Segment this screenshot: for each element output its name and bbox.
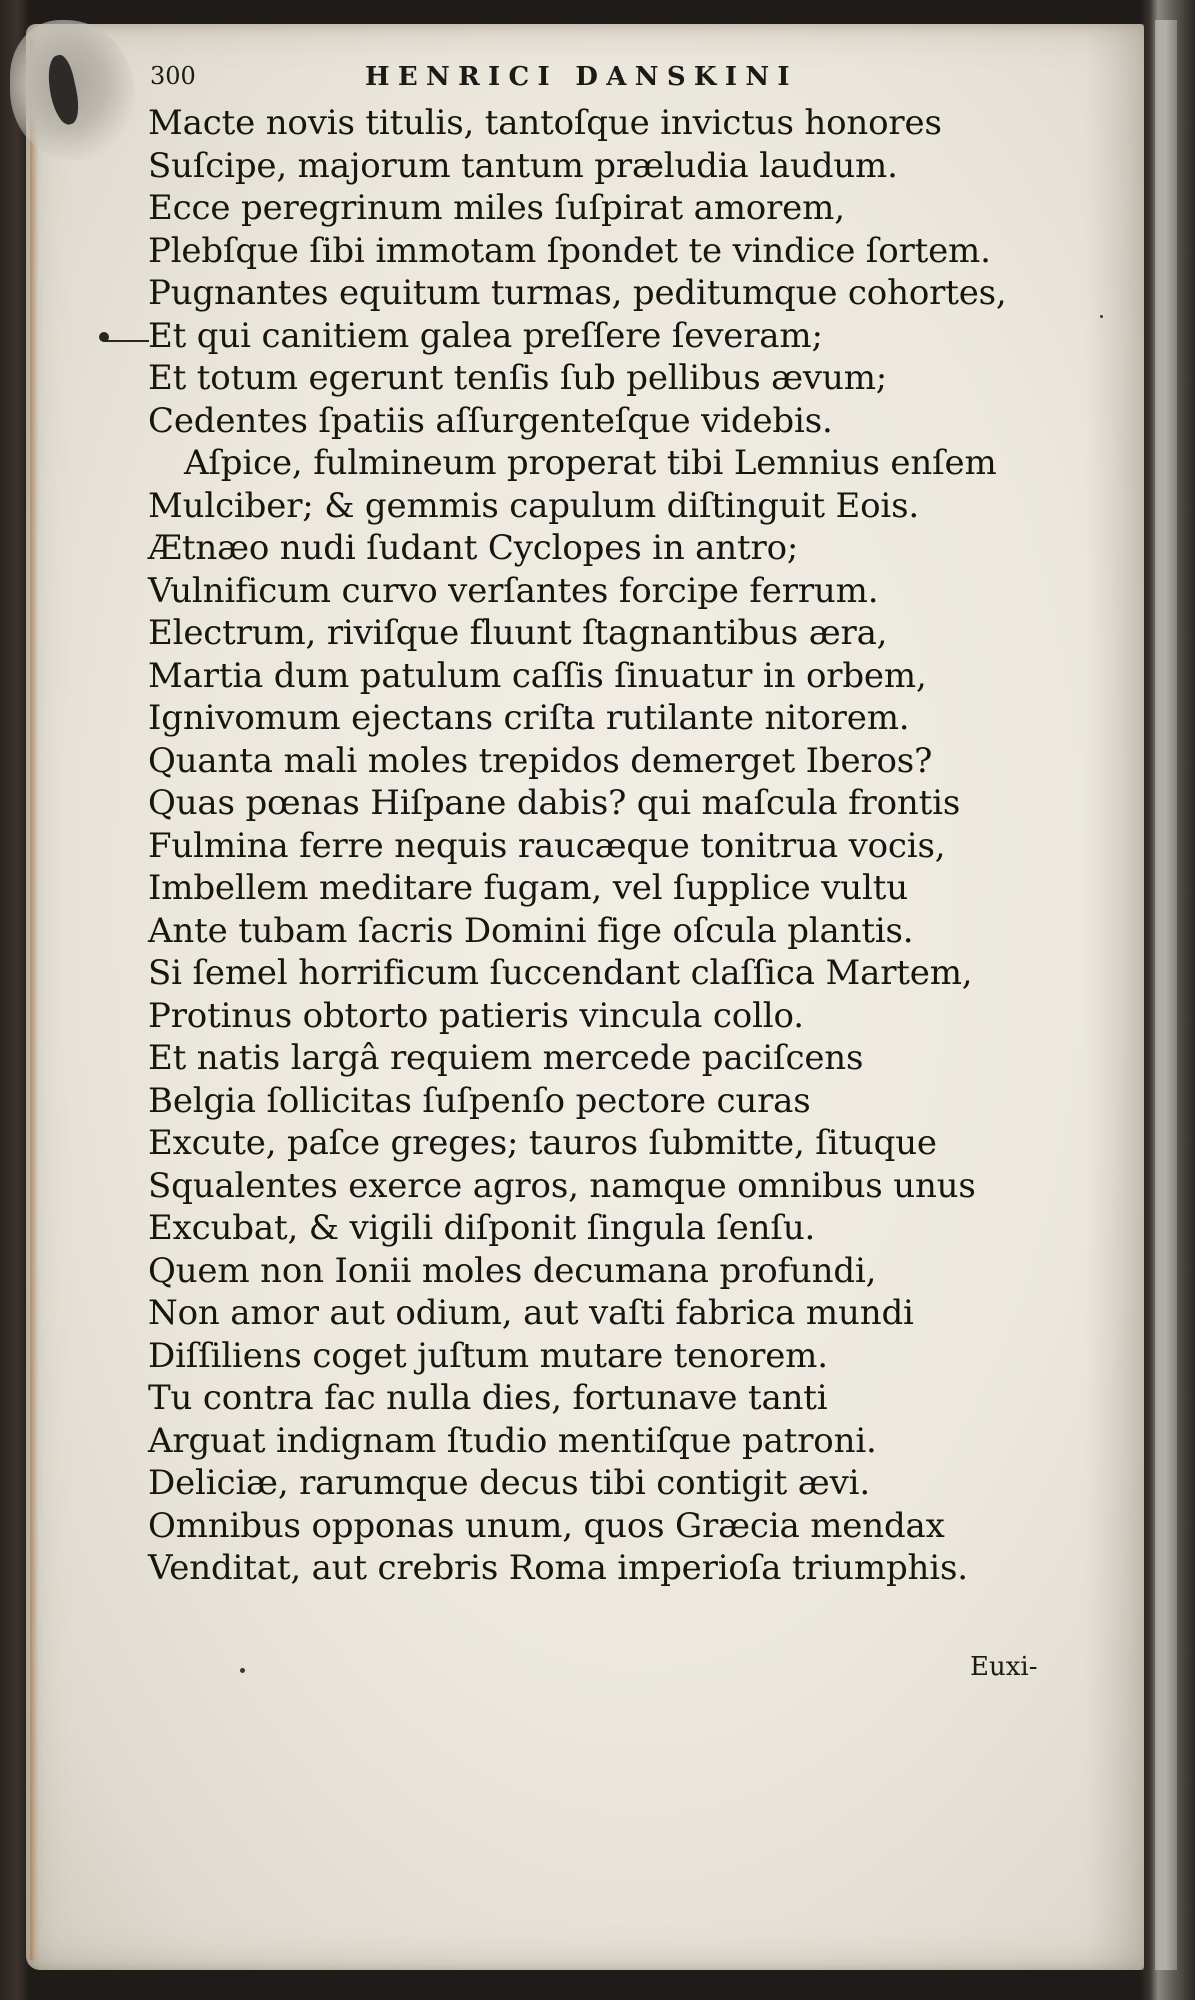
verse-line: Tu contra fac nulla dies, fortunave tanti	[148, 1378, 828, 1418]
poem-text	[148, 102, 1108, 1590]
verse-line: Belgia ſollicitas ſuſpenſo pectore curas	[148, 1080, 811, 1121]
verse-line: Si ſemel horrificum ſuccendant claſſica Martem,	[148, 953, 973, 993]
verse-line: Et qui canitiem galea preſſere ſeveram;	[148, 315, 823, 356]
catchword: Euxi-	[970, 1652, 1038, 1682]
verse-line: Martia dum patulum caſſis ſinuatur in orbem,	[148, 655, 927, 696]
verse-line: Omnibus opponas unum, quos Græcia mendax	[148, 1505, 945, 1546]
running-title: HENRICI DANSKINI	[365, 62, 798, 92]
verse-line: Protinus obtorto patieris vincula collo.	[148, 995, 804, 1036]
verse-line: Vulnificum curvo verſantes forcipe ferrum.	[148, 570, 879, 611]
verse-line-indented: Aſpice, fulmineum properat tibi Lemnius enſem	[184, 443, 997, 483]
speck-mark	[1100, 315, 1103, 318]
verse-line: Ecce peregrinum miles ſuſpirat amorem,	[148, 188, 845, 228]
verse-line: Ætnæo nudi ſudant Cyclopes in antro;	[148, 528, 799, 568]
verse-line: Pugnantes equitum turmas, peditumque cohortes,	[148, 273, 1007, 313]
verse-line: Imbellem meditare fugam, vel ſupplice vultu	[148, 868, 908, 908]
page-header	[150, 62, 1050, 96]
verse-line: Quas pœnas Hiſpane dabis? qui maſcula frontis	[148, 783, 961, 823]
page-number: 300	[150, 62, 196, 90]
verse-line: Mulciber; & gemmis capulum diſtinguit Eois.	[148, 485, 920, 526]
verse-line: Arguat indignam ſtudio mentiſque patroni.	[148, 1420, 877, 1461]
verse-line: Venditat, aut crebris Roma imperioſa triumphis.	[148, 1548, 968, 1588]
ink-blot	[43, 53, 83, 127]
verse-line: Excubat, & vigili diſponit ſingula ſenſu.	[148, 1208, 816, 1248]
speck-mark	[240, 1668, 245, 1673]
verse-line: Squalentes exerce agros, namque omnibus unus	[148, 1165, 976, 1206]
manicule-pointer-mark	[103, 328, 149, 342]
verse-line: Cedentes ſpatiis aſſurgenteſque videbis.	[148, 400, 833, 441]
verse-line: Quanta mali moles trepidos demerget Iberos?	[148, 740, 933, 781]
verse-line: Fulmina ferre nequis raucæque tonitrua vocis,	[148, 825, 946, 866]
verse-line: Suſcipe, majorum tantum præludia laudum.	[148, 145, 898, 186]
verse-line: Et totum egerunt tenſis ſub pellibus ævum;	[148, 358, 888, 398]
verse-line: Macte novis titulis, tantoſque invictus honores	[148, 103, 942, 143]
facing-page-edge	[1155, 20, 1177, 1970]
verse-line: Diſſiliens coget juſtum mutare tenorem.	[148, 1335, 828, 1376]
verse-line: Deliciæ, rarumque decus tibi contigit ævi.	[148, 1463, 870, 1503]
verse-line: Ante tubam ſacris Domini fige oſcula plantis.	[148, 910, 914, 951]
page-edge	[30, 40, 38, 1960]
verse-line: Ignivomum ejectans criſta rutilante nitorem.	[148, 698, 910, 738]
verse-line: Quem non Ionii moles decumana profundi,	[148, 1250, 877, 1291]
verse-line: Et natis largâ requiem mercede paciſcens	[148, 1038, 864, 1078]
verse-line: Non amor aut odium, aut vaſti fabrica mundi	[148, 1293, 914, 1333]
verse-line: Plebſque ſibi immotam ſpondet te vindice ſortem.	[148, 230, 991, 271]
verse-line: Electrum, riviſque fluunt ſtagnantibus æra,	[148, 613, 888, 653]
verse-line: Excute, paſce greges; tauros ſubmitte, ſituque	[148, 1123, 937, 1163]
